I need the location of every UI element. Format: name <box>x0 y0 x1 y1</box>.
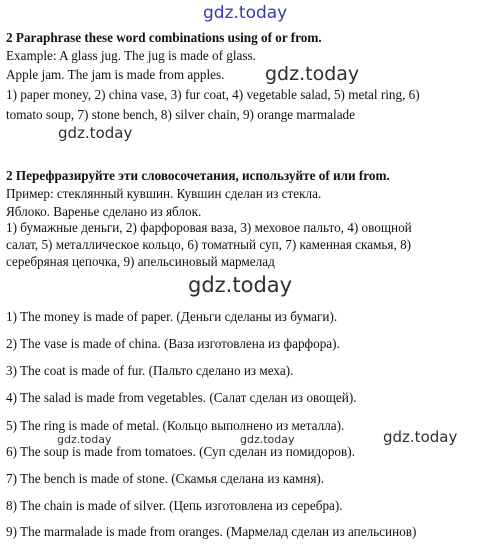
items-line-russian: салат, 5) металлическое кольцо, 6) томатный суп, 7) каменная скамья, 8) <box>6 237 412 252</box>
watermark: gdz.today <box>58 124 133 142</box>
example-line-russian: Пример: стеклянный кувшин. Кувшин сделан из стекла. <box>6 186 322 201</box>
watermark: gdz.today <box>383 428 458 446</box>
watermark-top: gdz.today <box>203 3 288 23</box>
task-heading-english: 2 Paraphrase these word combinations using of or from. <box>6 30 322 45</box>
answer-line: 6) The soup is made from tomatoes. (Суп сделан из помидоров). <box>6 444 355 459</box>
example-line: Example: A glass jug. The jug is made of glass. <box>6 48 256 63</box>
answer-line: 5) The ring is made of metal. (Кольцо выполнено из металла). <box>6 418 345 433</box>
watermark: gdz.today <box>57 433 112 446</box>
watermark: gdz.today <box>265 63 360 85</box>
answer-line: 4) The salad is made from vegetables. (Салат сделан из овощей). <box>6 390 357 405</box>
items-line-russian: серебряная цепочка, 9) апельсиновый мармелад <box>6 254 275 269</box>
answer-line: 7) The bench is made of stone. (Скамья сделана из камня). <box>6 471 325 486</box>
task-heading-russian: 2 Перефразируйте эти словосочетания, используйте of или from. <box>6 168 390 183</box>
watermark: gdz.today <box>240 433 295 446</box>
answer-line: 2) The vase is made of china. (Ваза изготовлена из фарфора). <box>6 336 340 351</box>
items-line: 1) paper money, 2) china vase, 3) fur coat, 4) vegetable salad, 5) metal ring, 6) <box>6 87 420 102</box>
answer-line: 1) The money is made of paper. (Деньги сделаны из бумаги). <box>6 309 338 324</box>
example-apple-line-russian: Яблоко. Варенье сделано из яблок. <box>6 204 202 219</box>
answer-line: 8) The chain is made of silver. (Цепь изготовлена из серебра). <box>6 498 343 513</box>
watermark: gdz.today <box>188 273 293 297</box>
answer-line: 3) The coat is made of fur. (Пальто сделано из меха). <box>6 363 294 378</box>
items-line-russian: 1) бумажные деньги, 2) фарфоровая ваза, 3) меховое пальто, 4) овощной <box>6 220 412 235</box>
items-line: tomato soup, 7) stone bench, 8) silver chain, 9) orange marmalade <box>6 107 355 122</box>
answer-line: 9) The marmalade is made from oranges. (Мармелад сделан из апельсинов) <box>6 524 417 539</box>
example-apple-line: Apple jam. The jam is made from apples. <box>6 67 225 82</box>
